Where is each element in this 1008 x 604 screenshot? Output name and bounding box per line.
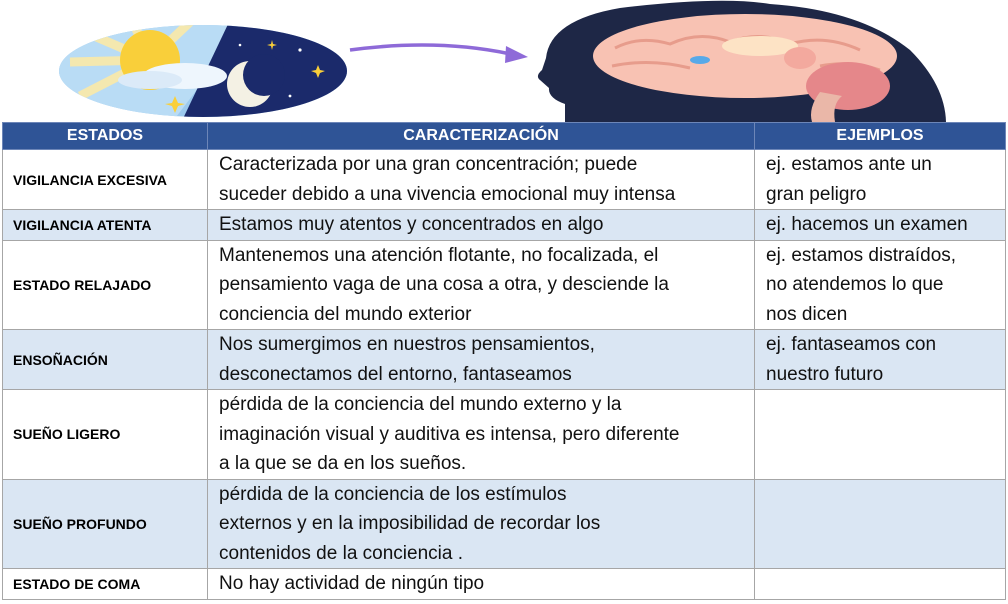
text-line: suceder debido a una vivencia emocional muy intensa <box>219 183 676 205</box>
text-line: conciencia del mundo exterior <box>219 303 472 325</box>
table-header-row <box>3 123 1006 150</box>
text-line: Nos sumergimos en nuestros pensamientos, <box>219 334 595 355</box>
text-line: imaginación visual y auditiva es intensa, pero diferente <box>219 423 680 445</box>
text-line: no atendemos lo que <box>766 274 944 295</box>
state-cell: ENSOÑACIÓN <box>3 330 208 390</box>
state-cell: SUEÑO PROFUNDO <box>3 479 208 569</box>
characterization-cell <box>208 240 755 330</box>
text-line: externos y en la imposibilidad de recordar los <box>219 513 601 534</box>
state-cell: VIGILANCIA EXCESIVA <box>3 150 208 210</box>
head-brain-icon <box>538 1 946 122</box>
state-cell: SUEÑO LIGERO <box>3 390 208 480</box>
text-line: contenidos de la conciencia . <box>219 542 463 564</box>
table-row <box>3 240 1006 330</box>
table-row <box>3 150 1006 210</box>
text-line: nuestro futuro <box>766 363 884 385</box>
example-cell <box>755 240 1006 330</box>
characterization-cell <box>208 569 755 600</box>
text-line: No hay actividad de ningún tipo <box>219 573 485 594</box>
characterization-cell <box>208 479 755 569</box>
text-line: ej. hacemos un examen <box>766 214 968 235</box>
states-table <box>2 122 1006 600</box>
table-row <box>3 390 1006 480</box>
table-row <box>3 569 1006 600</box>
header-illustration <box>0 0 1008 122</box>
text-line: a la que se da en los sueños. <box>219 453 467 474</box>
characterization-cell <box>208 150 755 210</box>
state-cell: ESTADO RELAJADO <box>3 240 208 330</box>
state-cell: ESTADO DE COMA <box>3 569 208 600</box>
table-row <box>3 210 1006 241</box>
column-header-characterization: CARACTERIZACIÓN <box>208 123 755 150</box>
characterization-cell <box>208 330 755 390</box>
day-night-sun-moon-icon <box>50 20 360 122</box>
text-line: pérdida de la conciencia del mundo externo y la <box>219 394 622 415</box>
column-header-states: ESTADOS <box>3 123 208 150</box>
text-line: Estamos muy atentos y concentrados en algo <box>219 214 604 235</box>
example-cell <box>755 479 1006 569</box>
text-line: ej. fantaseamos con <box>766 334 937 355</box>
text-line: ej. estamos distraídos, <box>766 244 957 266</box>
table-row <box>3 479 1006 569</box>
text-line: desconectamos del entorno, fantaseamos <box>219 363 572 385</box>
example-cell <box>755 210 1006 241</box>
text-line: gran peligro <box>766 183 867 205</box>
text-line: pensamiento vaga de una cosa a otra, y desciende la <box>219 274 669 295</box>
example-cell <box>755 330 1006 390</box>
purple-arrow-icon <box>350 45 528 63</box>
text-line: ej. estamos ante un <box>766 154 932 175</box>
table-row <box>3 330 1006 390</box>
state-cell: VIGILANCIA ATENTA <box>3 210 208 241</box>
text-line: pérdida de la conciencia de los estímulos <box>219 483 567 505</box>
characterization-cell <box>208 390 755 480</box>
text-line: Caracterizada por una gran concentración; puede <box>219 154 638 175</box>
column-header-examples: EJEMPLOS <box>755 123 1006 150</box>
text-line: Mantenemos una atención flotante, no focalizada, el <box>219 244 659 266</box>
example-cell <box>755 150 1006 210</box>
example-cell <box>755 569 1006 600</box>
text-line: nos dicen <box>766 303 848 325</box>
characterization-cell <box>208 210 755 241</box>
example-cell <box>755 390 1006 480</box>
